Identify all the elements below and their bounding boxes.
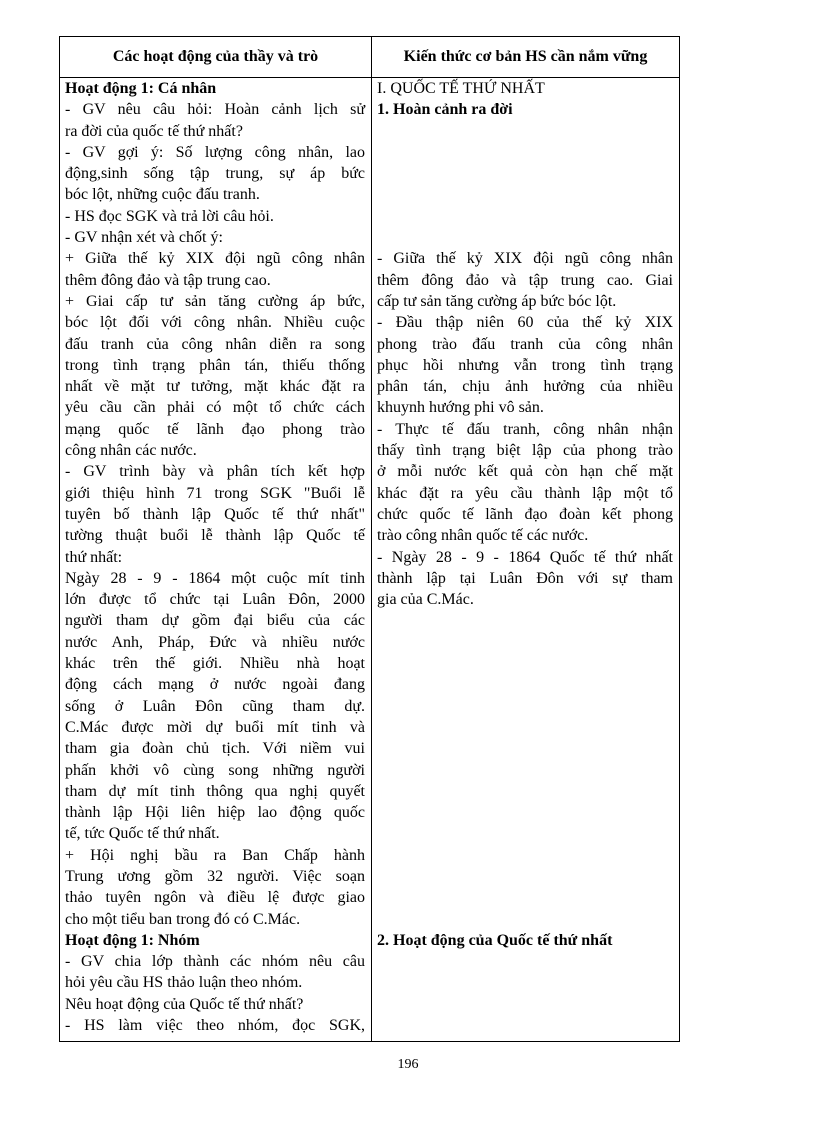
activity-text-line: sống ở Luân Đôn cũng tham dự.	[65, 697, 365, 715]
activity-text-line: lớn được tổ chức tại Luân Đôn, 2000	[65, 591, 365, 609]
header-right: Kiến thức cơ bản HS cần nắm vững	[403, 48, 648, 65]
activity-text-line: cho một tiểu ban trong đó có C.Mác.	[65, 910, 301, 928]
knowledge-text-line: - Thực tế đấu tranh, công nhân nhận	[377, 420, 673, 438]
activity-text-line: mạng quốc tế lãnh đạo phong trào	[65, 420, 365, 438]
blank-line	[377, 717, 673, 738]
knowledge-text-line: khác đặt ra yêu cầu thành lập một tổ	[377, 484, 673, 502]
header-left: Các hoạt động của thầy và trò	[112, 48, 319, 65]
knowledge-text-line: 2. Hoạt động của Quốc tế thứ nhất	[377, 931, 613, 949]
activity-text-line: công nhân các nước.	[65, 442, 197, 460]
activity-text-line: thêm đông đảo và tập trung cao.	[65, 271, 271, 289]
activity-text-line: - GV trình bày và phân tích kết hợp	[65, 463, 365, 481]
activity-text-line: tham dự mít tinh thông qua nghị quyết	[65, 782, 365, 800]
activity-text-line: trong tình trạng phân tán, thiếu thống	[65, 356, 365, 374]
blank-line	[377, 632, 673, 653]
knowledge-text-line: phân tán, chịu ảnh hưởng của nhiều	[377, 378, 673, 396]
knowledge-text-line: - Ngày 28 - 9 - 1864 Quốc tế thứ nhất	[377, 548, 673, 566]
activity-text-line: Trung ương gồm 32 người. Việc soạn	[65, 867, 365, 885]
activity-text-line: thành lập Hội liên hiệp lao động quốc	[65, 804, 365, 822]
activity-text-line: động,sinh sống tập trung, sự áp bức	[65, 165, 365, 183]
activity-text-line: Ngày 28 - 9 - 1864 một cuộc mít tinh	[65, 569, 365, 587]
blank-line	[377, 909, 673, 930]
blank-line	[377, 823, 673, 844]
activity-text-line: - GV nêu câu hỏi: Hoàn cảnh lịch sử	[65, 101, 365, 119]
blank-line	[377, 653, 673, 674]
activity-text-line: - GV nhận xét và chốt ý:	[65, 229, 223, 247]
knowledge-text-line: thấy tình trạng biệt lập của phong trào	[377, 442, 673, 460]
knowledge-text-line: - Giữa thế kỷ XIX đội ngũ công nhân	[377, 250, 673, 268]
knowledge-text-line: ở mỗi nước kết quả còn hạn chế mặt	[377, 463, 673, 481]
activity-text-line: Hoạt động 1: Nhóm	[65, 931, 200, 949]
knowledge-text-line: 1. Hoàn cảnh ra đời	[377, 101, 513, 119]
activity-text-line: động cách mạng ở nước ngoài đang	[65, 676, 365, 694]
blank-line	[377, 760, 673, 781]
activity-text-line: khác trên thế giới. Nhiều nhà hoạt	[65, 655, 365, 673]
blank-line	[377, 781, 673, 802]
activity-text-line: - HS đọc SGK và trả lời câu hỏi.	[65, 207, 274, 225]
blank-line	[377, 802, 673, 823]
activity-text-line: yêu cầu cần phải có một tổ chức cách	[65, 399, 365, 417]
activity-text-line: Nêu hoạt động của Quốc tế thứ nhất?	[65, 995, 304, 1013]
knowledge-text-line: I. QUỐC TẾ THỨ NHẤT	[377, 80, 545, 97]
activity-text-line: phấn khởi vô cùng song những người	[65, 761, 365, 779]
column-divider	[371, 37, 372, 1041]
page-number: 196	[397, 1057, 419, 1072]
activity-text-line: Hoạt động 1: Cá nhân	[65, 80, 217, 97]
knowledge-text-line: phong trào đấu tranh của công nhân	[377, 335, 673, 353]
activity-text-line: đấu tranh của công nhân diễn ra song	[65, 335, 365, 353]
knowledge-text-line: khuynh hướng phi vô sản.	[377, 399, 544, 417]
blank-line	[377, 227, 673, 248]
activity-text-line: + Giai cấp tư sản tăng cường áp bức,	[65, 292, 365, 310]
blank-line	[377, 696, 673, 717]
blank-line	[377, 738, 673, 759]
teacher-student-activities-column	[65, 78, 365, 1036]
blank-line	[377, 142, 673, 163]
blank-line	[377, 121, 673, 142]
activity-text-line: + Giữa thế kỷ XIX đội ngũ công nhân	[65, 250, 365, 268]
blank-line	[377, 184, 673, 205]
activity-text-line: C.Mác được mời dự buổi mít tinh và	[65, 718, 365, 736]
knowledge-text-line: thêm đông đảo và tập trung cao. Giai	[377, 271, 673, 289]
blank-line	[377, 845, 673, 866]
activity-text-line: tham gia đoàn chủ tịch. Với niềm vui	[65, 740, 365, 758]
core-knowledge-column	[377, 78, 673, 951]
activity-text-line: tường thuật buổi lễ thành lập Quốc tế	[65, 527, 365, 545]
blank-line	[377, 163, 673, 184]
blank-line	[377, 887, 673, 908]
activity-text-line: thảo tuyên ngôn và điều lệ được giao	[65, 889, 365, 907]
blank-line	[377, 866, 673, 887]
knowledge-text-line: trào công nhân quốc tế các nước.	[377, 527, 589, 545]
activity-text-line: - HS làm việc theo nhóm, đọc SGK,	[65, 1017, 365, 1035]
activity-text-line: - GV gợi ý: Số lượng công nhân, lao	[65, 143, 365, 161]
knowledge-text-line: cấp tư sản tăng cường áp bức bóc lột.	[377, 292, 617, 310]
knowledge-text-line: chức quốc tế lãnh đạo đoàn kết phong	[377, 505, 673, 523]
knowledge-text-line: - Đầu thập niên 60 của thế kỷ XIX	[377, 314, 673, 332]
knowledge-text-line: thành lập tại Luân Đôn với sự tham	[377, 569, 673, 587]
blank-line	[377, 610, 673, 631]
activity-text-line: bóc lột đối với công nhân. Nhiều cuộc	[65, 314, 365, 332]
blank-line	[377, 674, 673, 695]
activity-text-line: tế, tức Quốc tế thứ nhất.	[65, 825, 220, 843]
activity-text-line: nước Anh, Pháp, Đức và nhiều nước	[65, 633, 365, 651]
activity-text-line: hỏi yêu cầu HS thảo luận theo nhóm.	[65, 974, 303, 992]
activity-text-line: người tham dự gồm đại biểu của các	[65, 612, 365, 630]
blank-line	[377, 206, 673, 227]
activity-text-line: bóc lột, những cuộc đấu tranh.	[65, 186, 260, 204]
activity-text-line: nhất về mặt tư tưởng, mặt khác đặt ra	[65, 378, 365, 396]
activity-text-line: ra đời của quốc tế thứ nhất?	[65, 122, 243, 140]
lesson-table	[59, 36, 680, 1042]
activity-text-line: giới thiệu hình 71 trong SGK "Buổi lễ	[65, 484, 365, 502]
activity-text-line: + Hội nghị bầu ra Ban Chấp hành	[65, 846, 365, 864]
activity-text-line: tuyên bố thành lập Quốc tế thứ nhất"	[65, 505, 365, 523]
activity-text-line: - GV chia lớp thành các nhóm nêu câu	[65, 953, 365, 971]
knowledge-text-line: gia của C.Mác.	[377, 591, 474, 609]
activity-text-line: thứ nhất:	[65, 548, 123, 566]
knowledge-text-line: phục hồi nhưng vẫn trong tình trạng	[377, 356, 673, 374]
